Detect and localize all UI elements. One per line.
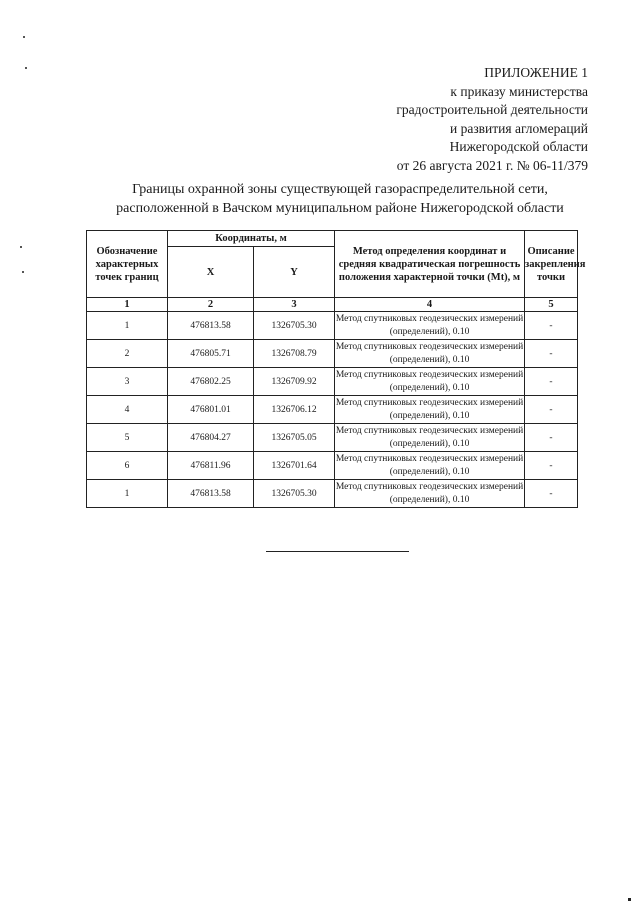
coord-x: 476801.01 xyxy=(168,396,254,424)
description-cell: - xyxy=(525,396,578,424)
description-cell: - xyxy=(525,452,578,480)
appendix-header xyxy=(396,64,588,175)
method-cell: Метод спутниковых геодезических измерений (определений), 0.10 xyxy=(335,424,525,452)
table-row xyxy=(87,340,578,368)
scan-speck xyxy=(628,898,631,901)
description-cell: - xyxy=(525,340,578,368)
end-separator-line xyxy=(266,551,409,552)
header-x: X xyxy=(168,247,254,298)
coord-x: 476811.96 xyxy=(168,452,254,480)
coord-x: 476805.71 xyxy=(168,340,254,368)
table-row xyxy=(87,480,578,508)
scan-speck xyxy=(23,36,25,38)
point-number: 5 xyxy=(87,424,168,452)
description-cell: - xyxy=(525,480,578,508)
header-designation: Обозначение характерных точек границ xyxy=(87,231,168,298)
appendix-line-2: к приказу министерства xyxy=(450,83,588,99)
table-row xyxy=(87,424,578,452)
description-cell: - xyxy=(525,312,578,340)
table-row xyxy=(87,396,578,424)
method-cell: Метод спутниковых геодезических измерений (определений), 0.10 xyxy=(335,396,525,424)
document-title-line-2: расположенной в Вачском муниципальном районе Нижегородской области xyxy=(116,201,564,216)
coord-y: 1326705.30 xyxy=(254,480,335,508)
point-number: 4 xyxy=(87,396,168,424)
method-cell: Метод спутниковых геодезических измерений (определений), 0.10 xyxy=(335,312,525,340)
point-number: 3 xyxy=(87,368,168,396)
appendix-title: ПРИЛОЖЕНИЕ 1 xyxy=(484,65,588,80)
coord-x: 476802.25 xyxy=(168,368,254,396)
scan-speck xyxy=(22,271,24,273)
point-number: 2 xyxy=(87,340,168,368)
table-row xyxy=(87,368,578,396)
appendix-order-ref: от 26 августа 2021 г. № 06-11/379 xyxy=(396,157,588,173)
method-cell: Метод спутниковых геодезических измерений (определений), 0.10 xyxy=(335,368,525,396)
column-number: 2 xyxy=(168,298,254,312)
coord-y: 1326705.30 xyxy=(254,312,335,340)
scan-speck xyxy=(20,246,22,248)
point-number: 1 xyxy=(87,312,168,340)
header-description: Описание закрепления точки xyxy=(525,231,578,298)
method-cell: Метод спутниковых геодезических измерений (определений), 0.10 xyxy=(335,452,525,480)
coord-y: 1326701.64 xyxy=(254,452,335,480)
method-cell: Метод спутниковых геодезических измерений (определений), 0.10 xyxy=(335,480,525,508)
column-number: 1 xyxy=(87,298,168,312)
appendix-line-5: Нижегородской области xyxy=(449,139,588,154)
appendix-line-4: и развития агломераций xyxy=(449,120,588,136)
table-row xyxy=(87,312,578,340)
coord-y: 1326709.92 xyxy=(254,368,335,396)
coord-y: 1326705.05 xyxy=(254,424,335,452)
scan-speck xyxy=(25,67,27,69)
header-y: Y xyxy=(254,247,335,298)
description-cell: - xyxy=(525,424,578,452)
coord-x: 476804.27 xyxy=(168,424,254,452)
description-cell: - xyxy=(525,368,578,396)
document-title-line-1: Границы охранной зоны существующей газораспределительной сети, xyxy=(132,182,548,197)
point-number: 6 xyxy=(87,452,168,480)
point-number: 1 xyxy=(87,480,168,508)
document-title xyxy=(60,180,620,218)
header-coordinates: Координаты, м xyxy=(168,231,335,247)
header-method: Метод определения координат и средняя квадратическая погрешность положения характерной точки (Mt), м xyxy=(335,231,525,298)
table-row xyxy=(87,452,578,480)
column-number: 5 xyxy=(525,298,578,312)
coord-x: 476813.58 xyxy=(168,312,254,340)
coord-y: 1326708.79 xyxy=(254,340,335,368)
coordinates-table xyxy=(86,230,586,508)
column-number: 4 xyxy=(335,298,525,312)
coord-x: 476813.58 xyxy=(168,480,254,508)
column-number: 3 xyxy=(254,298,335,312)
appendix-line-3: градостроительной деятельности xyxy=(396,102,588,117)
coord-y: 1326706.12 xyxy=(254,396,335,424)
method-cell: Метод спутниковых геодезических измерений (определений), 0.10 xyxy=(335,340,525,368)
